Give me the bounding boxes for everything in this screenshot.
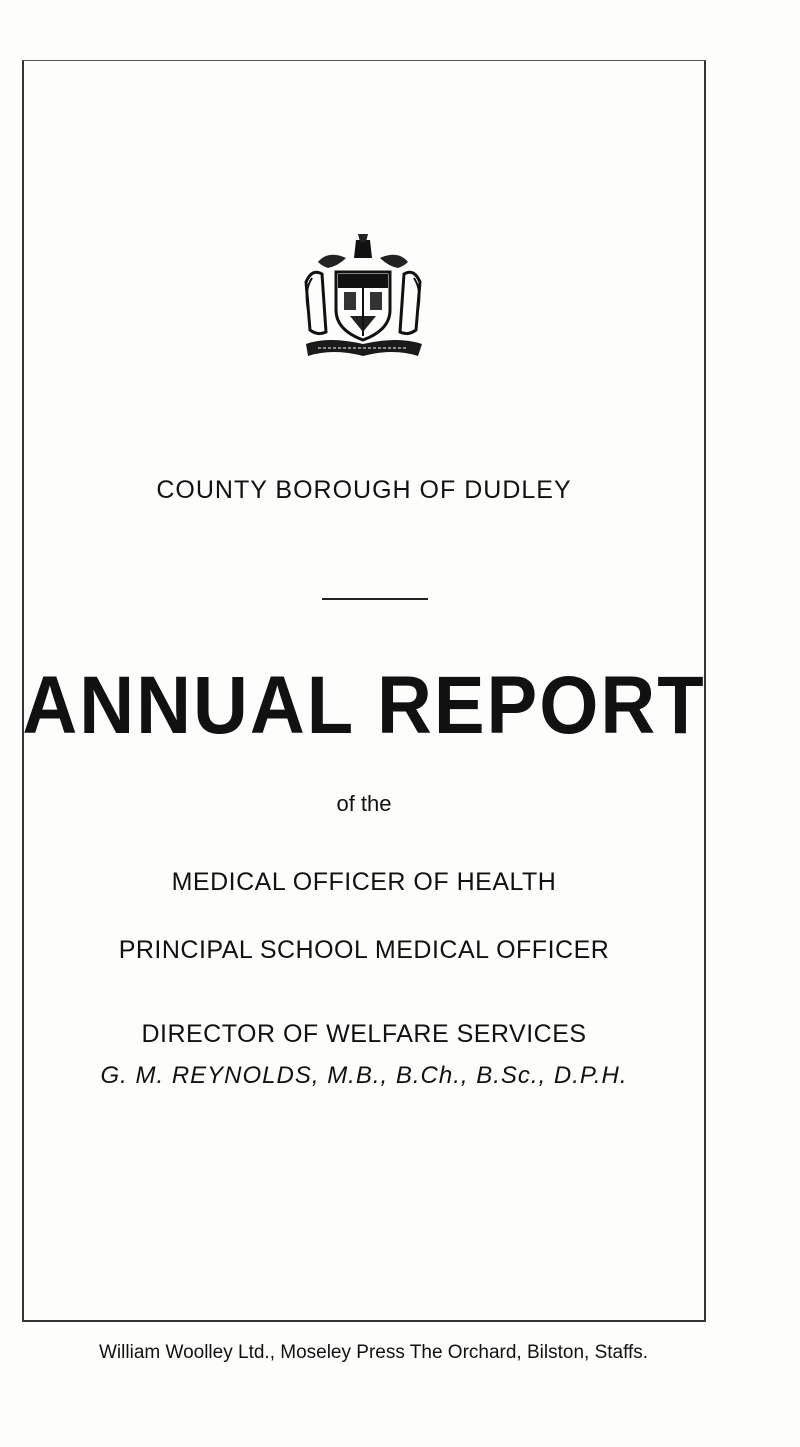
coat-of-arms-icon	[298, 232, 428, 360]
role-director-welfare: DIRECTOR OF WELFARE SERVICES	[141, 1020, 587, 1048]
report-title: ANNUAL REPORT	[22, 659, 706, 752]
author-name: G. M. REYNOLDS, M.B., B.Ch., B.Sc., D.P.H.	[100, 1062, 628, 1089]
printer-imprint: William Woolley Ltd., Moseley Press The Orchard, Bilston, Staffs.	[99, 1342, 649, 1363]
borough-name: COUNTY BOROUGH OF DUDLEY	[156, 476, 572, 504]
subtitle-of-the: of the	[336, 791, 392, 816]
role-medical-officer: MEDICAL OFFICER OF HEALTH	[171, 868, 557, 896]
role-school-medical-officer: PRINCIPAL SCHOOL MEDICAL OFFICER	[118, 936, 610, 964]
divider-rule	[322, 598, 428, 600]
